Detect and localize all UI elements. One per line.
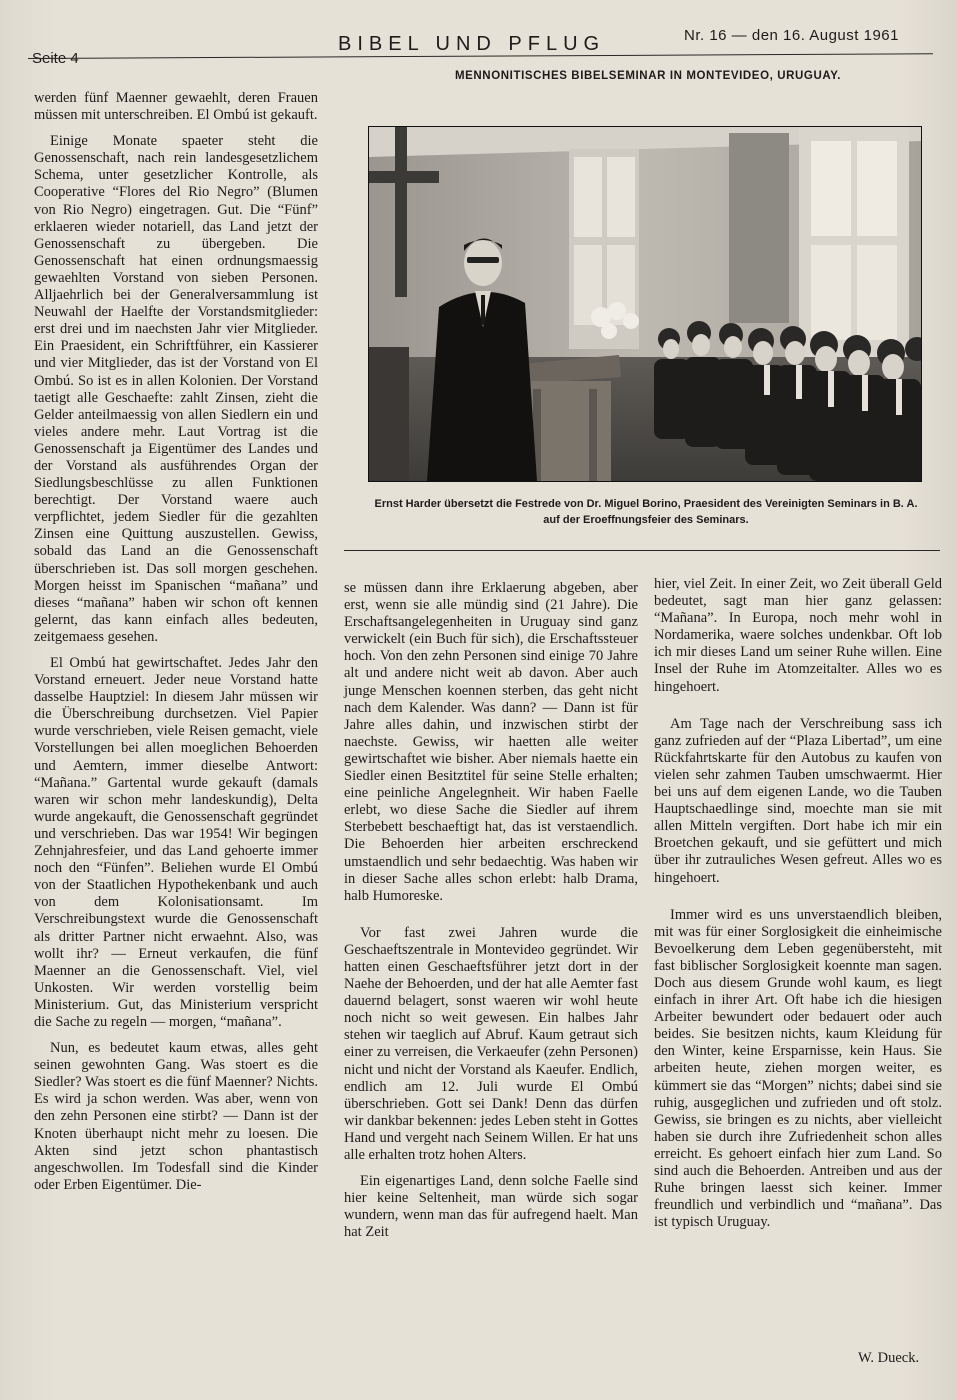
section-rule [344,550,940,551]
photo-caption: Ernst Harder übersetzt die Festrede von Dr. Miguel Borino, Praesident des Vereinigten Seminars in B. A. auf der Eroeffnungsfeier des Seminars. [374,498,918,526]
paragraph: Ein eigenartiges Land, denn solche Faelle sind hier keine Seltenheit, man würde sich sogar wundern, wenn man das für aufregend haelt. Man hat Zeit [344,1173,638,1241]
photo-image [369,127,921,481]
article-column-2 [344,580,638,1241]
paragraph: El Ombú hat gewirtschaftet. Jedes Jahr den Vorstand erneuert. Jeder neue Vorstand hatte dasselbe Hauptziel: In diesem Jahr müssen wir die Überschreibung durchsetzen. Viel Papier wurde verschrieben, viele Reisen gemacht, viele Vorstellungen bei allen moeglichen Behoerden und Aemtern, immer dieselbe Antwort: “Mañana.” Gartental wurde gekauft (damals waren wir schon mehr landeskundig), Delta wurde angekauft, die Genossenschaft gegründet und verschrieben. Das war 1954! Wir begingen Zehnjahresfeier, und das Land gehoerte immer noch den “Fünfen”. Beliehen wurde El Ombú von der Staatlichen Hypothekenbank und auch von dem Kolonisationsamt. Im Verschreibungstext wurde die Genossenschaft als dritter Partner nicht erwaehnt. Also, was wollt ihr? — Erneut verkaufen, die fünf Maenner an die Genossenschaft. Viel, viel Unkosten. Wir werden vorstellig beim Ministerium. Gut, das Ministerium verspricht die Sache zu regeln — morgen, “mañana”. [34,655,318,1030]
photo-heading: MENNONITISCHES BIBELSEMINAR IN MONTEVIDEO, URUGUAY. [454,70,842,82]
seminar-photo [368,126,922,482]
page-number: Seite 4 [32,50,79,67]
paragraph: Nun, es bedeutet kaum etwas, alles geht seinen gewohnten Gang. Was stoert es die Siedler? Was stoert es die fünf Maenner? Nichts. Es wird ja schon werden. Was aber, wenn von den zehn Personen eine stirbt? — Dann ist der Knoten überhaupt nicht mehr zu loesen. Die Akten sind jetzt schon phantastisch angeschwollen. Im Todesfall sind die Kinder oder Erben Eigentümer. Die- [34,1040,318,1193]
article-column-3 [654,576,942,1231]
author-signature: W. Dueck. [858,1350,920,1366]
paragraph: Einige Monate spaeter steht die Genossenschaft, nach rein landesgesetzlichem Schema, unter gesetzlicher Kontrolle, als Cooperative “Flores del Rio Negro” (Blumen von Rio Negro) eingetragen. Gut. Die “Fünf” erklaeren wieder notariell, das Land jetzt der Genossenschaft zu übergeben. Die Genossenschaft hat einen ordnungsmaessig gewaehlten Vorstand von sieben Personen. Alljaehrlich bei der Generalversammlung ist Neuwahl der Haelfte der Vorstandsmitglieder: erst drei und im naechsten Jahr vier Mitglieder. Ein Praesident, ein Schriftführer, ein Kassierer und vier Mitglieder, das ist der Vorstand von El Ombú. So ist es in allen Kolonien. Der Vorstand taetigt alle Geschaefte: zahlt Zinsen, zieht die Gelder anteilmaessig von allen Siedlern ein und vieles andere mehr. Laut Vortrag ist die Genossenschaft ja Eigentümer des Landes und der Vorstand als ausführendes Organ der Siedlungsbeschlüsse zu allen Funktionen berechtigt. Der Vorstand waere auch verpflichtet, jedem Siedler für die gezahlten Zinsen eine Quittung auszustellen. Gewiss, sobald das Land an die Genossenschaft überschrieben ist. Das soll morgen geschehen. Morgen heisst im Spanischen “mañana” und dieses “mañana” haben wir schon oft kennen gelernt, das kann einfach alles bedeuten, zeitgemaess gesehen. [34,133,318,645]
paragraph: hier, viel Zeit. In einer Zeit, wo Zeit überall Geld bedeutet, sagt man hier ganz gelassen: “Mañana”. In Europa, noch mehr wohl in Nordamerika, waere solches undenkbar. Oft lob ich mir dieses Land um seiner Ruhe willen. Eine Insel der Ruhe im Atomzeitalter. Alles wo es hingehoert. [654,576,942,695]
paragraph: werden fünf Maenner gewaehlt, deren Frauen müssen mit unterschreiben. El Ombú ist gekauft. [34,90,318,124]
paragraph: Vor fast zwei Jahren wurde die Geschaeftszentrale in Montevideo gegründet. Wir hatten einen Geschaeftsführer jetzt dort in der Naehe der Behoerden, und der hat alle Aemter fast dauernd belagert, sonst waeren wir wohl heute noch nicht so weit gewesen. Ein halbes Jahr stehen wir taeglich auf Abruf. Kaum getraut sich einer zu verreisen, die Verkaeufer (zehn Personen) nicht und nicht der Vorstand als Kaeufer. Endlich, endlich am 12. Juli wurde El Ombú überschrieben. Gott sei Dank! Denn das dürfen wir dankbar bekennen: jedes Leben steht in Gottes Hand und vergeht nach Seinem Willen. Er hat uns alle erhalten trotz hohen Alters. [344,924,638,1163]
paragraph: Immer wird es uns unverstaendlich bleiben, mit was für einer Sorglosigkeit die einheimische Bevoelkerung dem Leben gegenübersteht, mit fast biblischer Sorglosigkeit koennte man sagen. Doch aus diesem Grunde wohl kaum, es liegt einfach in ihrer Art. Oft habe ich die hiesigen Arbeiter bewundert oder bedauert oder auch beides. Sie besitzen nichts, kaum Kleidung für den Winter, keine Ersparnisse, kein Haus. Sie arbeiten heute, ziehen morgen weiter, es kümmert sie das “Morgen” nichts; dabei sind sie ruhig, ausgeglichen und zufrieden und oft stolz. Gewiss, sie bringen es zu nichts, aber vielleicht haben sie durch ihre Zufriedenheit schon alles erreicht. Es gehoert einfach hier zum Land. So sind auch die Behoerden. Antreiben und aus der Ruhe bringen laesst sich keiner. Immer freundlich und verbindlich und “mañana”. Das ist typisch Uruguay. [654,906,942,1231]
masthead-title: BIBEL UND PFLUG [338,33,606,55]
article-column-1 [34,90,318,1194]
paragraph: se müssen dann ihre Erklaerung abgeben, aber erst, wenn sie alle mündig sind (21 Jahre). Die Erschaftsangelegenheiten in Uruguay sind ganz verwickelt (ein Buch für sich), die Erschaftssteuer hoch. Von den zehn Personen sind einige 70 Jahre alt und andere nicht weit ab davon. Aber auch junge Menschen koennen sterben, das geht nicht nach dem Kalender. Was dann? — Dann ist für Jahre alles dahin, und inzwischen stirbt der naechste. Gewiss, wir haetten alle weiter gewirtschaftet wie bisher. Aber niemals haette ein Siedler einen Besitztitel für seine Stelle erhalten; eine peinliche Angelegnheit. Wir haben Faelle erlebt, wo diese Sache die Siedler auf ihrem Sterbebett beschaeftigt hat, das ist verstaendlich. Die Behoerden hier arbeiten erschreckend umstaendlich und sehr bedaechtig. Was haben wir in dieser Sache alles schon erlebt: halb Drama, halb Humoreske. [344,580,638,904]
issue-date: Nr. 16 — den 16. August 1961 [684,27,899,44]
paragraph: Am Tage nach der Verschreibung sass ich ganz zufrieden auf der “Plaza Libertad”, um eine Rückfahrtskarte für den Autobus zu kaufen von vielen sehr zahmen Tauben umschwaermt. Hier bei uns auf dem eigenen Lande, wo die Tauben Hauptschaedlinge sind, moechte man sie mit allen Mitteln vergiften. Dort habe ich mir ein Broetchen gekauft, und sie gefüttert und mich über ihr zutrauliches Wesen gefreut. Alles wo es hingehoert. [654,715,942,886]
